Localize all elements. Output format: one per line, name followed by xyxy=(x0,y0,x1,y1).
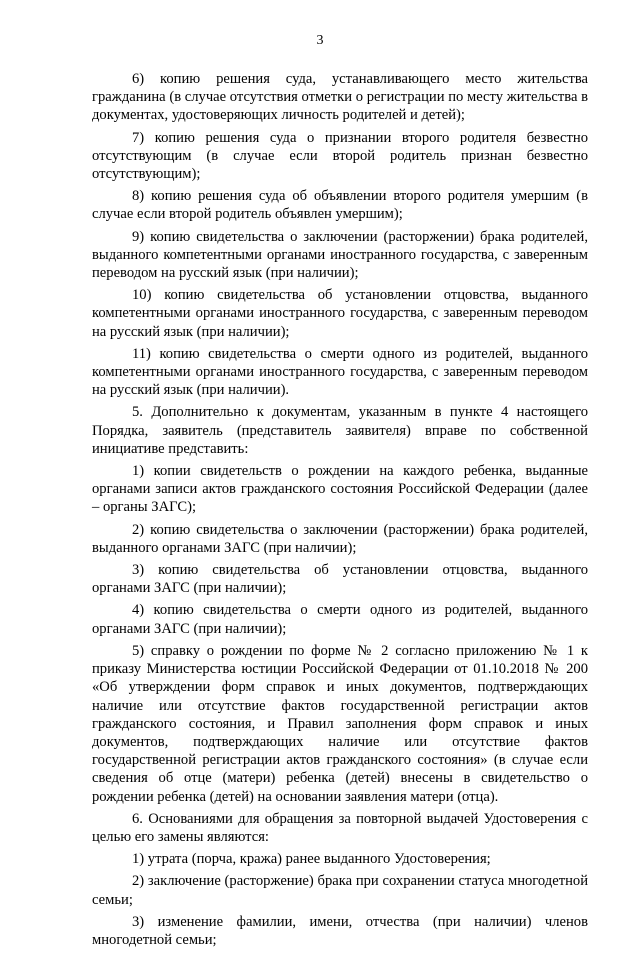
paragraph-section-5-item-4: 4) копию свидетельства о смерти одного из родителей, выданного органами ЗАГС (при наличии); xyxy=(92,602,588,637)
paragraph-section-5: 5. Дополнительно к документам, указанным в пункте 4 настоящего Порядка, заявитель (представитель заявителя) вправе по собственной инициативе представить: xyxy=(92,404,588,457)
document-body xyxy=(92,70,588,953)
paragraph-item-9: 9) копию свидетельства о заключении (расторжении) брака родителей, выданного компетентными органами иностранного государства, с заверенным переводом на русский язык (при наличии); xyxy=(92,228,588,282)
paragraph-item-6: 6) копию решения суда, устанавливающего место жительства гражданина (в случае отсутствия отметки о регистрации по месту жительства в документах, удостоверяющих личность родителей и детей); xyxy=(92,71,588,124)
paragraph-section-6-item-2: 2) заключение (расторжение) брака при сохранении статуса многодетной семьи; xyxy=(92,873,588,908)
paragraph-section-5-item-1: 1) копии свидетельств о рождении на каждого ребенка, выданные органами записи актов гражданского состояния Российской Федерации (далее – органы ЗАГС); xyxy=(92,463,588,516)
paragraph-section-5-item-5: 5) справку о рождении по форме № 2 согласно приложению № 1 к приказу Министерства юстиции Российской Федерации от 01.10.2018 № 200 «Об утверждении форм справок и иных документов, подтверждающих наличие или отсутствие фактов государственной регистрации актов гражданского состояния, и Правил заполнения форм справок и иных документов, подтверждающих наличие или отсутствие фактов государственной регистрации актов гражданского состояния» (в случае если сведения об отце (матери) ребенка (детей) внесены в свидетельство о рождении ребенка (детей) на основании заявления матери (отца). xyxy=(92,642,588,805)
paragraph-section-6-item-1: 1) утрата (порча, кража) ранее выданного Удостоверения; xyxy=(132,851,491,868)
paragraph-section-6-item-3: 3) изменение фамилии, имени, отчества (при наличии) членов многодетной семьи; xyxy=(92,913,588,948)
page-number: 3 xyxy=(316,33,324,48)
paragraph-section-5-item-2: 2) копию свидетельства о заключении (расторжении) брака родителей, выданного органами ЗАГС (при наличии); xyxy=(92,521,588,556)
paragraph-item-11: 11) копию свидетельства о смерти одного из родителей, выданного компетентными органами иностранного государства, с заверенным переводом на русский язык (при наличии). xyxy=(92,345,588,399)
paragraph-item-8: 8) копию решения суда об объявлении второго родителя умершим (в случае если второй родитель объявлен умершим); xyxy=(92,188,588,223)
paragraph-item-7: 7) копию решения суда о признании второго родителя безвестно отсутствующим (в случае если второй родитель признан безвестно отсутствующим); xyxy=(92,129,588,183)
paragraph-item-10: 10) копию свидетельства об установлении отцовства, выданного компетентными органами иностранного государства, с заверенным переводом на русский язык (при наличии); xyxy=(92,287,588,340)
paragraph-section-6: 6. Основаниями для обращения за повторной выдачей Удостоверения с целью его замены являются: xyxy=(92,810,588,845)
paragraph-section-5-item-3: 3) копию свидетельства об установлении отцовства, выданного органами ЗАГС (при наличии); xyxy=(92,562,588,597)
